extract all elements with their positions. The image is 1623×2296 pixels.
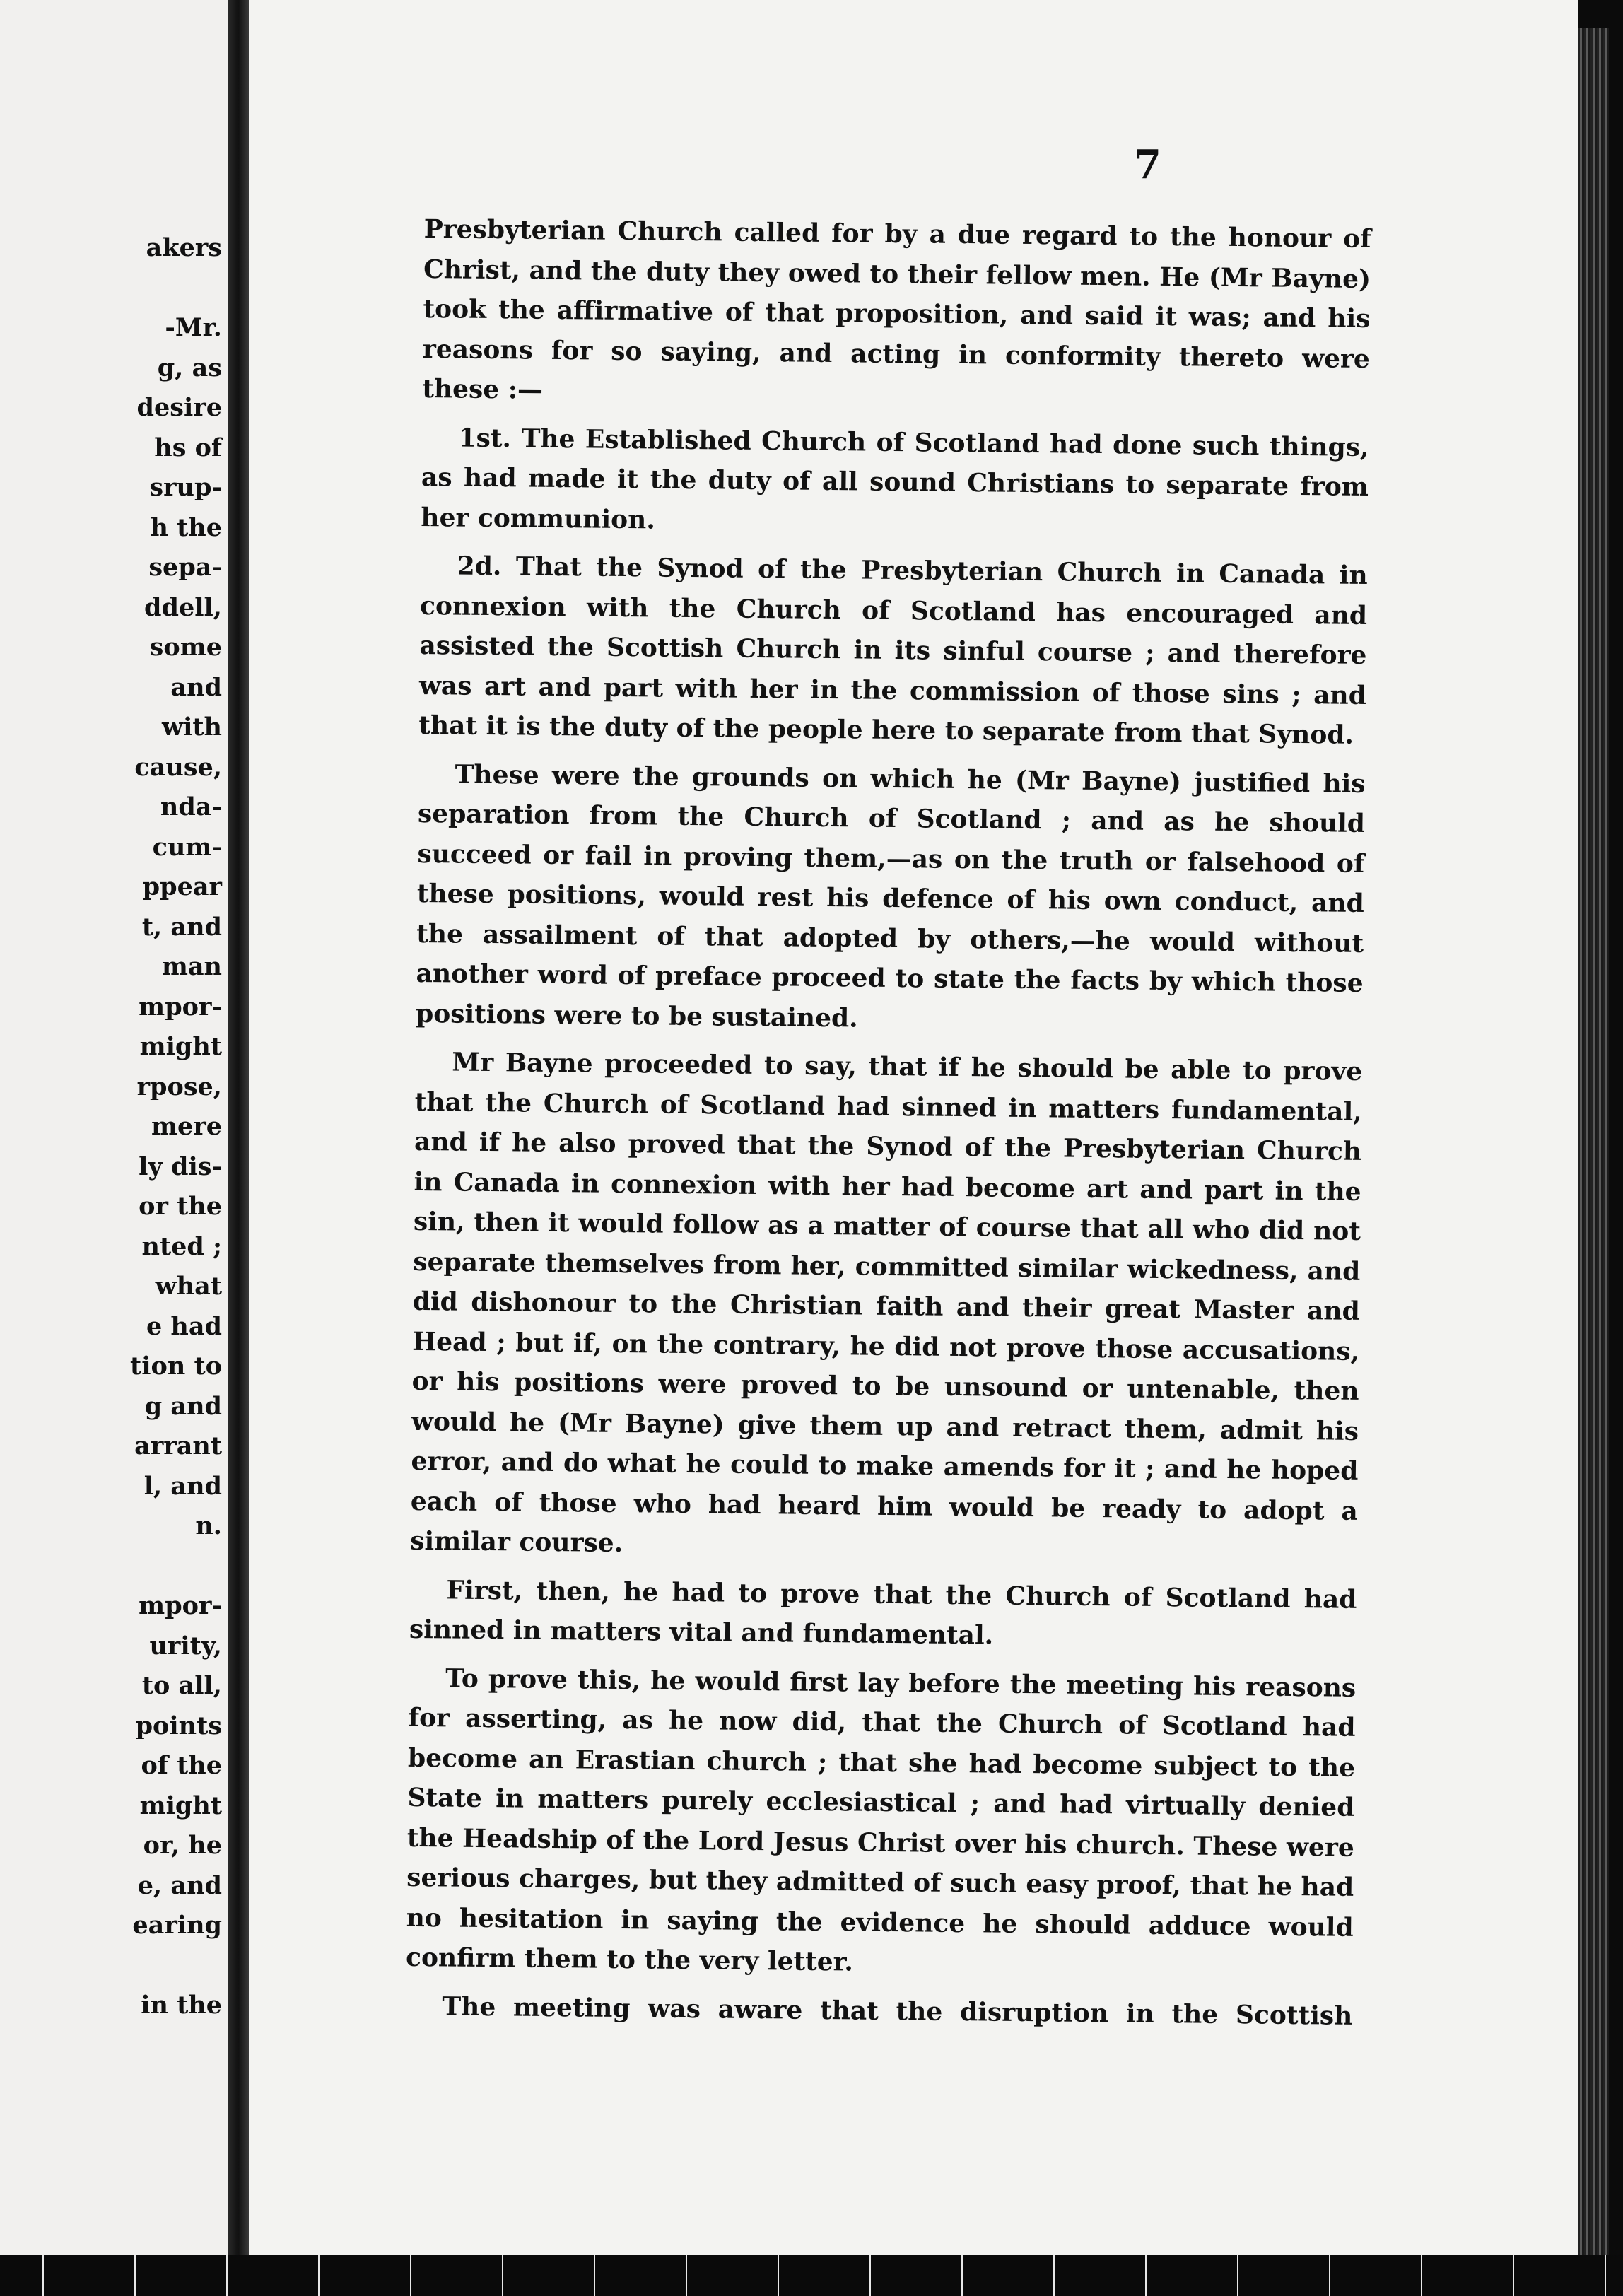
facing-page-line-fragment: rpose, <box>136 1072 222 1101</box>
facing-page-line-fragment: might <box>139 1032 222 1061</box>
facing-page-line-fragment: ppear <box>142 872 222 901</box>
facing-page-line-fragment: cum- <box>152 832 222 862</box>
facing-page-line-fragment: or, he <box>143 1831 222 1860</box>
facing-page-line-fragment: man <box>161 952 222 981</box>
facing-page-line-fragment: desire <box>136 393 222 422</box>
paragraph: These were the grounds on which he (Mr Bayne) justified his separation from the Church of Scotland ; and as he should succeed or fail in proving them,—as on the truth or falsehood of these positions, would rest his defence of his own conduct, and the assailment of that adopted by others,—he would without another word of preface proceed to state the facts by which those positions were to be sustained. <box>415 759 1366 1033</box>
facing-page-line-fragment: n. <box>195 1511 222 1540</box>
page-number: 7 <box>1134 141 1161 188</box>
facing-page-line-fragment: some <box>149 633 222 662</box>
facing-page-line-fragment: arrant <box>134 1431 222 1460</box>
facing-page-line-fragment: srup- <box>149 473 222 502</box>
paragraph: Mr Bayne proceeded to say, that if he should be able to prove that the Church of Scotland had sinned in matters fundamental, and if he also proved that the Synod of the Presbyterian Church in Canada in connexion with her had become art and part in the sin, then it would follow as a matter of course that all who did not separate themselves from her, committed similar wickedness, and did dishonour to the Christian faith and their great Master and Head ; but if, on the contrary, he did not prove those accusations, or his positions were proved to be unsound or untenable, then would he (Mr Bayne) give them up and retract them, admit his error, and do what he could to make amends for it ; and he hoped each of those who had heard him would be ready to adopt a similar course. <box>410 1047 1363 1559</box>
facing-page-line-fragment: mere <box>151 1112 222 1141</box>
facing-page-line-fragment: g, as <box>157 353 222 382</box>
facing-page-line-fragment: g and <box>144 1391 222 1421</box>
facing-page-line-fragment: and <box>170 672 222 702</box>
facing-page-line-fragment: cause, <box>134 752 222 782</box>
facing-page-line-fragment: e had <box>146 1311 222 1341</box>
facing-page-line-fragment: points <box>135 1711 222 1740</box>
paragraph: Presbyterian Church called for by a due regard to the honour of Christ, and the duty they owed to their fellow men. He (Mr Bayne) took the affirmative of that proposition, and said it was; and his reasons for so saying, and acting in conformity thereto were these :— <box>422 213 1371 405</box>
facing-page-line-fragment: akers <box>146 233 222 262</box>
facing-page-fragment <box>0 0 228 2255</box>
facing-page-line-fragment: ly dis- <box>139 1152 222 1181</box>
facing-page-line-fragment: in the <box>141 1991 222 2020</box>
facing-page-line-fragment: what <box>155 1272 222 1301</box>
facing-page-line-fragment: or the <box>139 1192 222 1221</box>
facing-page-line-fragment: ddell, <box>144 592 222 622</box>
page-edge <box>1578 28 1609 2255</box>
book-gutter <box>228 0 249 2255</box>
facing-page-line-fragment: e, and <box>137 1870 222 1900</box>
scan-bottom-edge <box>0 2255 1623 2296</box>
facing-page-line-fragment: earing <box>132 1911 222 1940</box>
facing-page-line-fragment: mpor- <box>139 1591 222 1620</box>
facing-page-line-fragment: hs of <box>154 433 222 462</box>
facing-page-line-fragment: sepa- <box>148 553 222 582</box>
facing-page-line-fragment: tion to <box>130 1352 222 1381</box>
paragraph: The meeting was aware that the disruption in the Scottish <box>442 1991 1353 2031</box>
facing-page-line-fragment: nda- <box>160 792 222 821</box>
body-text <box>405 209 1371 2044</box>
facing-page-line-fragment: l, and <box>143 1471 222 1501</box>
paragraph: First, then, he had to prove that the Church of Scotland had sinned in matters vital and fundamental. <box>409 1574 1357 1651</box>
facing-page-line-fragment: mpor- <box>139 992 222 1021</box>
facing-page-line-fragment: -Mr. <box>165 313 222 342</box>
facing-page-line-fragment: to all, <box>141 1671 222 1700</box>
facing-page-line-fragment: might <box>139 1791 222 1820</box>
facing-page-line-fragment: t, and <box>141 912 222 942</box>
facing-page-line-fragment: h the <box>150 512 222 542</box>
facing-page-line-fragment: urity, <box>149 1631 222 1660</box>
paragraph: 1st. The Established Church of Scotland had done such things, as had made it the duty of all sound Christians to separate from her communion. <box>421 423 1369 534</box>
paragraph: To prove this, he would first lay before the meeting his reasons for asserting, as he now did, that the Church of Scotland had become an Erastian church ; that she had become subject to the State in matters purely ecclesiastical ; and had virtually denied the Headship of the Lord Jesus Christ over his church. These were serious charges, but they admitted of such easy proof, that he had no hesitation in saying the evidence he should adduce would confirm them to the very letter. <box>405 1663 1357 1977</box>
paragraph: 2d. That the Synod of the Presbyterian Church in Canada in connexion with the Church of Scotland has encouraged and assisted the Scottish Church in its sinful course ; and therefore was art and part with her in the commission of those sins ; and that it is the duty of the people here to separate from that Synod. <box>418 551 1368 750</box>
facing-page-line-fragment: of the <box>141 1751 222 1780</box>
facing-page-line-fragment: with <box>161 713 222 742</box>
facing-page-line-fragment: nted ; <box>141 1231 222 1261</box>
